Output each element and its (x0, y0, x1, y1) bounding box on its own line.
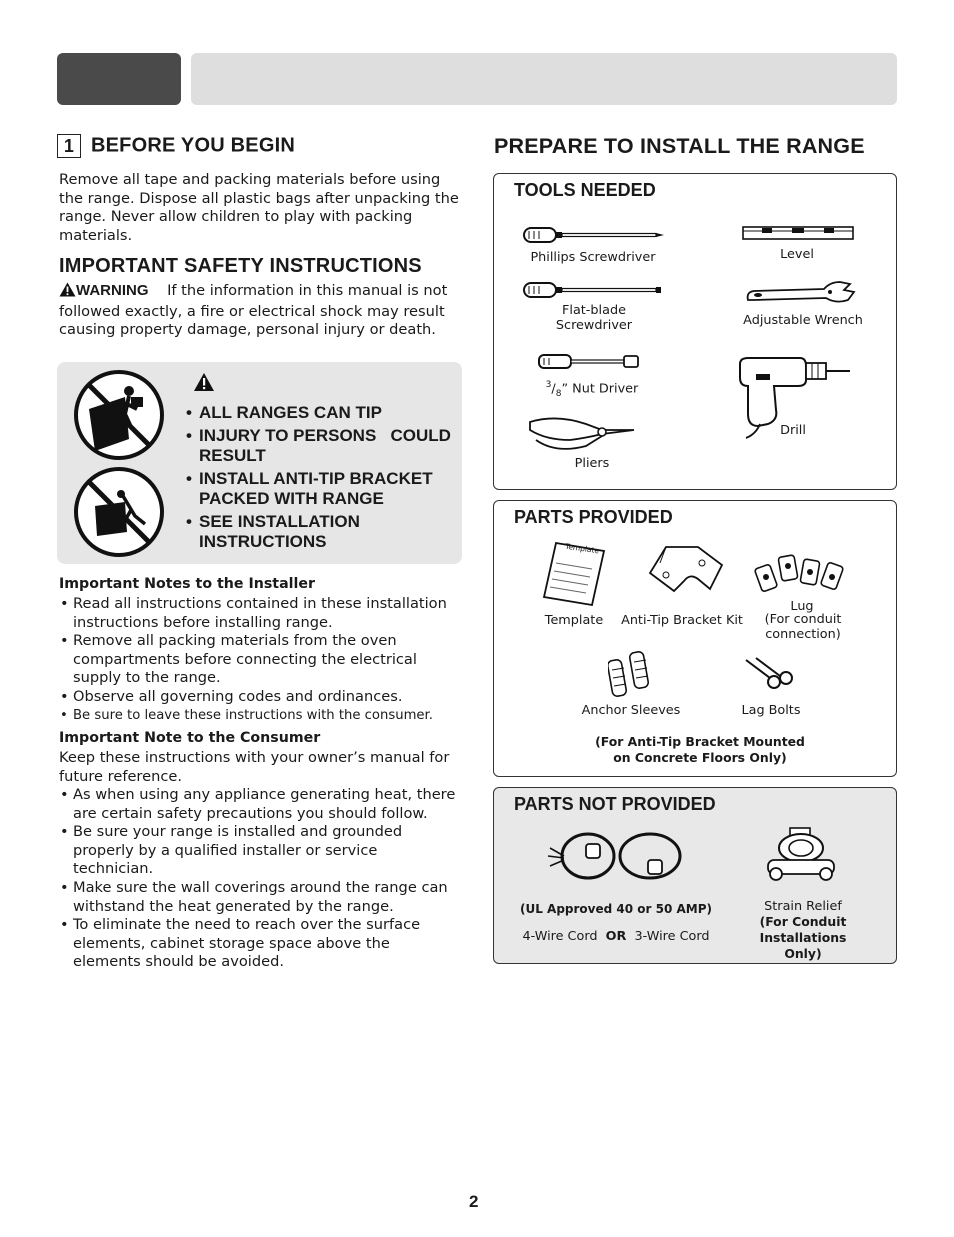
page-number: 2 (469, 1192, 479, 1211)
fraction-denominator: 8 (555, 388, 562, 399)
safety-heading: IMPORTANT SAFETY INSTRUCTIONS (59, 255, 422, 277)
section-number: 1 (57, 134, 81, 158)
cord-options (512, 929, 720, 944)
list-item: • SEE INSTALLATION INSTRUCTIONS (185, 512, 460, 552)
lug-note: (For conduit connection) (764, 612, 842, 642)
warning-triangle-icon (59, 282, 76, 303)
list-item: • ALL RANGES CAN TIP (185, 403, 460, 423)
cord-a-label: 4-Wire Cord (522, 929, 598, 944)
lug-icon (754, 550, 844, 598)
list-item: • INJURY TO PERSONS COULD RESULT (185, 426, 460, 466)
consumer-note-intro: Keep these instructions with your owner’s manual for future reference. (59, 749, 450, 785)
template-caption: Template (544, 613, 604, 628)
prepare-heading: PREPARE TO INSTALL THE RANGE (494, 134, 865, 158)
intro-paragraph: Remove all tape and packing materials before using the range. Dispose all plastic bags after unpacking the range. Never allow children to play with packing materials. (59, 171, 459, 244)
warning-label: WARNING (76, 282, 149, 299)
nut-driver-caption: $^3/_8$” Nut Driver (545, 380, 639, 399)
caution-triangle-icon (193, 372, 215, 396)
ul-note: (UL Approved 40 or 50 AMP) (519, 902, 712, 916)
installer-notes-title: Important Notes to the Installer (59, 576, 315, 592)
power-cords-icon (546, 830, 686, 886)
tip-warning-list (185, 403, 460, 555)
drill-caption: Drill (780, 423, 806, 438)
anchor-sleeves-icon (608, 650, 652, 704)
list-item: • Observe all governing codes and ordinances. (59, 688, 459, 707)
list-item: • Read all instructions contained in these installation instructions before installing range. (59, 595, 459, 632)
lug-caption: Lug (790, 599, 814, 614)
flat-blade-caption: Flat-blade Screwdriver (555, 303, 633, 333)
level-caption: Level (780, 247, 814, 262)
parts-provided-title: PARTS PROVIDED (514, 507, 673, 527)
nut-driver-label: ” Nut Driver (561, 381, 639, 397)
bracket-caption: Anti-Tip Bracket Kit (621, 613, 743, 628)
no-tip-fall-icon (73, 466, 165, 562)
consumer-note-list (59, 786, 461, 972)
adjustable-wrench-icon (744, 278, 856, 312)
nut-driver-icon (538, 352, 640, 376)
section-title: BEFORE YOU BEGIN (91, 134, 295, 157)
pliers-icon (526, 410, 636, 460)
template-tag: Template (564, 541, 600, 556)
cord-or-label: OR (605, 929, 627, 944)
cord-b-label: 3-Wire Cord (634, 929, 710, 944)
list-item: • To eliminate the need to reach over the surface elements, cabinet storage space above the elements should be avoided. (59, 916, 461, 972)
consumer-note-title: Important Note to the Consumer (59, 730, 321, 746)
tools-title: TOOLS NEEDED (514, 180, 656, 200)
installer-notes-list (59, 595, 459, 725)
list-item: • As when using any appliance generating heat, there are certain safety precautions you should follow. (59, 786, 461, 823)
strain-relief-note: (For Conduit Installations Only) (759, 914, 847, 961)
list-item: • INSTALL ANTI-TIP BRACKET PACKED WITH RANGE (185, 469, 460, 509)
list-item: • Make sure the wall coverings around the range can withstand the heat generated by the range. (59, 879, 461, 916)
anchor-caption: Anchor Sleeves (581, 703, 681, 718)
header-tab (57, 53, 181, 105)
list-item (59, 823, 461, 879)
list-item-text: Be sure your range is installed and grounded properly by a qualified installer or service technician. (73, 823, 403, 878)
list-item: • Remove all packing materials from the oven compartments before connecting the electrical supply to the range. (59, 632, 459, 688)
phillips-screwdriver-icon (523, 224, 665, 250)
header-bar (191, 53, 897, 105)
level-icon (742, 224, 854, 246)
concrete-note: (For Anti-Tip Bracket Mounted on Concrete Floors Only) (595, 734, 805, 765)
parts-not-provided-title: PARTS NOT PROVIDED (514, 794, 716, 814)
no-tip-climb-icon (73, 369, 165, 465)
lag-caption: Lag Bolts (741, 703, 801, 718)
warning-paragraph (59, 282, 454, 340)
warning-text: If the information in this manual is not followed exactly, a fire or electrical shock may result causing property damage, personal injury or death. (59, 282, 448, 339)
list-item: • Be sure to leave these instructions with the consumer. (59, 707, 459, 726)
strain-relief-icon (762, 826, 840, 894)
anti-tip-bracket-icon (646, 543, 726, 597)
pliers-caption: Pliers (574, 456, 610, 471)
section-heading (57, 134, 295, 158)
wrench-caption: Adjustable Wrench (743, 313, 863, 328)
phillips-caption: Phillips Screwdriver (530, 250, 656, 265)
fraction-numerator: 3 (545, 380, 552, 390)
lag-bolts-icon (742, 656, 794, 696)
strain-relief-caption: Strain Relief (764, 899, 842, 914)
flat-blade-screwdriver-icon (523, 279, 663, 305)
